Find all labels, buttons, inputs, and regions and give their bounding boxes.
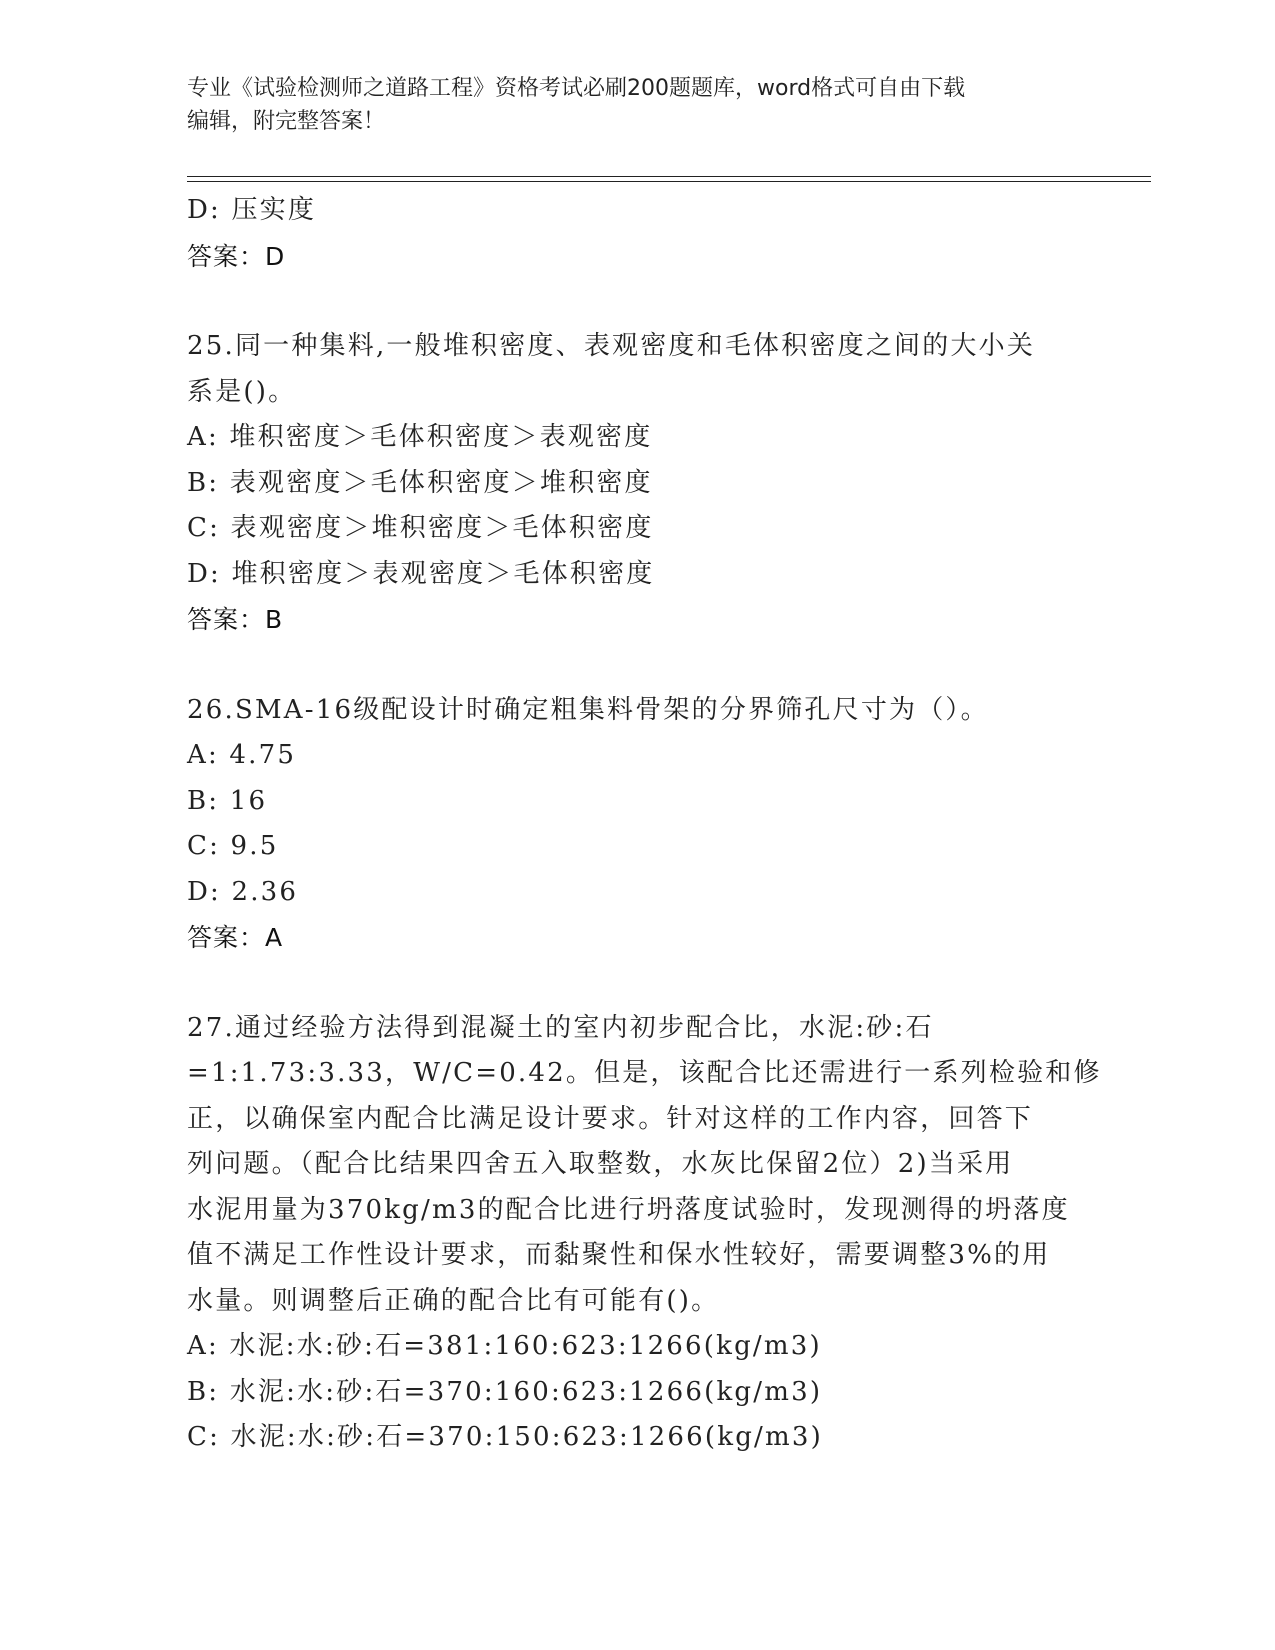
option-d: D: 2.36	[187, 876, 299, 907]
question-content	[187, 188, 1102, 1461]
option-b: B: 16	[187, 785, 268, 816]
stem-line: 25.同一种集料,一般堆积密度、表观密度和毛体积密度之间的大小关	[187, 331, 1036, 361]
stem-line: 值不满足工作性设计要求，而黏聚性和保水性较好，需要调整3%的用	[187, 1240, 1051, 1270]
answer-line: 答案：D	[187, 241, 286, 271]
stem-line: =1:1.73:3.33，W/C=0.42。但是，该配合比还需进行一系列检验和修	[187, 1058, 1102, 1088]
option-d: D: 堆积密度＞表观密度＞毛体积密度	[187, 558, 655, 589]
question-26	[187, 688, 1087, 961]
option-a: A: 堆积密度＞毛体积密度＞表观密度	[187, 422, 653, 452]
question-27	[187, 1006, 1102, 1461]
document-header	[187, 72, 1067, 138]
option-c: C: 9.5	[187, 831, 279, 861]
header-line-2: 编辑，附完整答案！	[187, 109, 386, 134]
prev-question-tail	[187, 188, 1087, 279]
question-25	[187, 324, 1087, 643]
answer-line: 答案：B	[187, 605, 284, 634]
question-stem	[187, 1006, 1102, 1325]
answer-line: 答案：A	[187, 923, 284, 952]
spacer	[187, 643, 1087, 688]
question-stem	[187, 688, 1067, 734]
header-rule-top	[187, 176, 1151, 177]
question-stem	[187, 324, 1067, 415]
stem-line: 系是()。	[187, 376, 297, 407]
stem-line: 正，以确保室内配合比满足设计要求。针对这样的工作内容，回答下	[187, 1103, 1034, 1134]
option-a: A: 水泥:水:砂:石=381:160:623:1266(kg/m3)	[187, 1331, 822, 1361]
header-rule-bottom	[187, 181, 1151, 182]
option-d: D: 压实度	[187, 195, 317, 225]
option-b: B: 表观密度＞毛体积密度＞堆积密度	[187, 467, 653, 498]
header-line-1: 专业《试验检测师之道路工程》资格考试必刷200题题库，word格式可自由下载	[187, 76, 966, 101]
stem-line: 26.SMA-16级配设计时确定粗集料骨架的分界筛孔尺寸为（）。	[187, 694, 989, 725]
spacer	[187, 961, 1087, 1006]
option-c: C: 表观密度＞堆积密度＞毛体积密度	[187, 513, 654, 543]
option-c: C: 水泥:水:砂:石=370:150:623:1266(kg/m3)	[187, 1422, 823, 1452]
spacer	[187, 279, 1087, 324]
stem-line: 27.通过经验方法得到混凝土的室内初步配合比，水泥:砂:石	[187, 1012, 934, 1043]
stem-line: 水泥用量为370kg/m3的配合比进行坍落度试验时，发现测得的坍落度	[187, 1194, 1070, 1225]
stem-line: 列问题。（配合比结果四舍五入取整数，水灰比保留2位）2)当采用	[187, 1149, 1014, 1179]
option-a: A: 4.75	[187, 740, 297, 770]
option-b: B: 水泥:水:砂:石=370:160:623:1266(kg/m3)	[187, 1376, 823, 1407]
stem-line: 水量。则调整后正确的配合比有可能有()。	[187, 1285, 720, 1316]
